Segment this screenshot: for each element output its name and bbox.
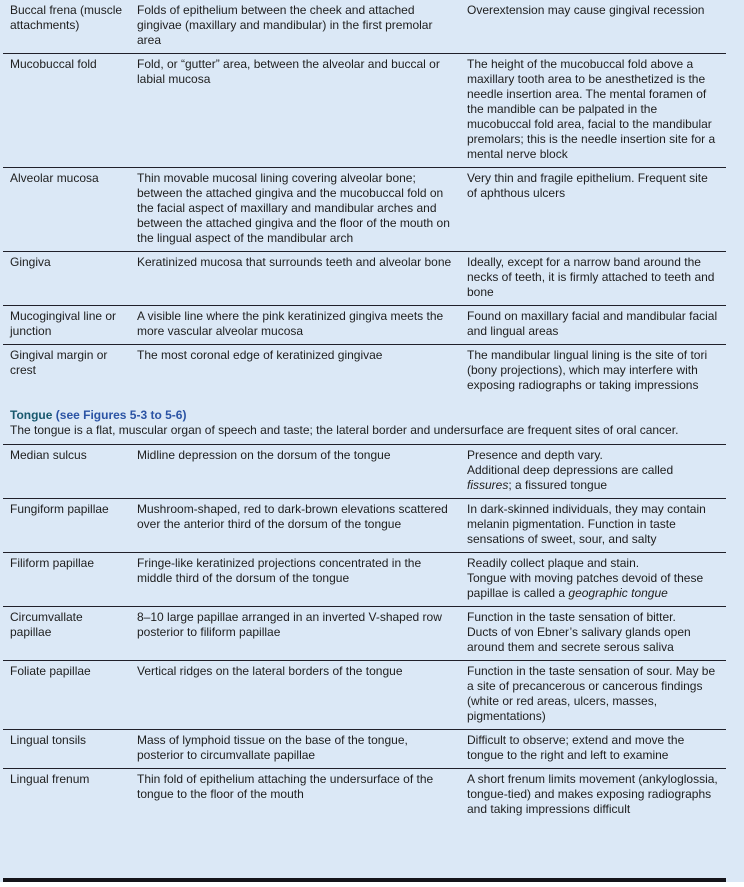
table-row (3, 552, 726, 606)
note-cell (467, 255, 722, 300)
definition-cell: Mass of lymphoid tissue on the base of the tongue, posterior to circumvallate papillae (137, 733, 408, 762)
definition-cell: Thin movable mucosal lining covering alveolar bone; between the attached gingiva and the mucobuccal fold on the facial aspect of maxillary and mandibular arches and between the attached gingiva and the floor of the mouth on the lingual aspect of the mandibular arch (137, 171, 450, 245)
table-row (3, 660, 726, 729)
note-text: Function in the taste sensation of bitter. (467, 610, 676, 624)
note-line (467, 610, 720, 625)
note-line (467, 556, 720, 571)
note-line (467, 664, 720, 724)
note-text: The height of the mucobuccal fold above a maxillary tooth area to be anesthetized is the needle insertion area. The mental foramen of the mandible can be palpated in the mucobuccal fold area, facial to the mandibular premolars; this is the needle insertion site for a mental nerve block (467, 57, 716, 161)
term-cell: Mucobuccal fold (10, 57, 97, 71)
section-title-ref: (see Figures 5-3 to 5-6) (52, 408, 187, 422)
note-line (467, 3, 720, 18)
definition-cell: The most coronal edge of keratinized gingivae (137, 348, 383, 362)
note-line (467, 463, 720, 493)
note-line (467, 348, 720, 393)
note-cell (467, 664, 722, 724)
note-cell (467, 3, 722, 48)
note-line (467, 772, 720, 817)
note-text: Ideally, except for a narrow band around the necks of teeth, it is firmly attached to teeth and bone (467, 255, 715, 299)
term-cell: Foliate papillae (10, 664, 91, 678)
note-line (467, 502, 720, 547)
note-text: Overextension may cause gingival recession (467, 3, 705, 17)
section-title (10, 408, 698, 423)
note-line (467, 733, 720, 763)
note-text: A short frenum limits movement (ankyloglossia, tongue-tied) and makes exposing radiographs and taking impressions difficult (467, 772, 718, 816)
note-text: ; a fissured tongue (508, 478, 608, 492)
term-cell: Fungiform papillae (10, 502, 109, 516)
table-row (3, 444, 726, 498)
note-cell (467, 57, 722, 162)
note-cell (467, 309, 722, 339)
note-line (467, 625, 720, 655)
table-row (3, 167, 726, 251)
definition-cell: Folds of epithelium between the cheek and attached gingivae (maxillary and mandibular) in the first premolar area (137, 3, 433, 47)
section-intro-text: The tongue is a flat, muscular organ of speech and taste; the lateral border and undersurface are frequent sites of oral cancer. (10, 423, 679, 437)
table-bottom-rule (3, 878, 726, 882)
note-text: Very thin and fragile epithelium. Frequent site of aphthous ulcers (467, 171, 708, 200)
note-cell (467, 610, 722, 655)
note-cell (467, 772, 722, 817)
table-row (3, 498, 726, 552)
note-text: Readily collect plaque and stain. (467, 556, 640, 570)
term-cell: Lingual frenum (10, 772, 90, 786)
table-row (3, 53, 726, 167)
definition-cell: Mushroom-shaped, red to dark-brown elevations scattered over the anterior third of the dorsum of the tongue (137, 502, 448, 531)
definition-cell: A visible line where the pink keratinized gingiva meets the more vascular alveolar mucosa (137, 309, 444, 338)
table-section-tongue-rows (3, 444, 726, 822)
note-text: Difficult to observe; extend and move the tongue to the right and left to examine (467, 733, 685, 762)
note-cell (467, 556, 722, 601)
definition-cell: Fold, or “gutter” area, between the alveolar and buccal or labial mucosa (137, 57, 440, 86)
note-text: Tongue with moving patches devoid of these papillae is called a (467, 571, 704, 600)
term-cell: Gingival margin or crest (10, 348, 108, 377)
table-row (3, 251, 726, 305)
note-cell (467, 502, 722, 547)
oral-anatomy-table (3, 0, 726, 822)
definition-cell: Fringe-like keratinized projections concentrated in the middle third of the dorsum of the tongue (137, 556, 422, 585)
table-section-oral-mucosa-rows (3, 0, 726, 398)
note-cell (467, 448, 722, 493)
note-text: Ducts of von Ebner’s salivary glands open around them and secrete serous saliva (467, 625, 691, 654)
table-row (3, 768, 726, 822)
term-cell: Buccal frena (muscle attachments) (10, 3, 123, 32)
note-text: Found on maxillary facial and mandibular facial and lingual areas (467, 309, 718, 338)
italic-text: geographic tongue (568, 586, 668, 600)
table-row (3, 305, 726, 344)
term-cell: Filiform papillae (10, 556, 95, 570)
table-row (3, 344, 726, 398)
section-title-main: Tongue (10, 408, 53, 422)
note-line (467, 171, 720, 201)
note-line (467, 255, 720, 300)
definition-cell: Midline depression on the dorsum of the tongue (137, 448, 391, 462)
term-cell: Circumvallate papillae (10, 610, 83, 639)
note-text: Additional deep depressions are called (467, 463, 674, 477)
definition-cell: Vertical ridges on the lateral borders of the tongue (137, 664, 403, 678)
table-row (3, 0, 726, 53)
term-cell: Mucogingival line or junction (10, 309, 117, 338)
term-cell: Lingual tonsils (10, 733, 87, 747)
table-row (3, 606, 726, 660)
note-line (467, 309, 720, 339)
term-cell: Median sulcus (10, 448, 87, 462)
note-line (467, 57, 720, 162)
definition-cell: 8–10 large papillae arranged in an inverted V-shaped row posterior to filiform papillae (137, 610, 442, 639)
note-cell (467, 171, 722, 246)
note-line (467, 571, 720, 601)
italic-text: fissures (467, 478, 509, 492)
definition-cell: Keratinized mucosa that surrounds teeth and alveolar bone (137, 255, 452, 269)
note-cell (467, 348, 722, 393)
note-text: Presence and depth vary. (467, 448, 603, 462)
note-line (467, 448, 720, 463)
term-cell: Gingiva (10, 255, 51, 269)
note-text: The mandibular lingual lining is the site of tori (bony projections), which may interfere with exposing radiographs or taking impressions (467, 348, 708, 392)
table-row (3, 729, 726, 768)
note-cell (467, 733, 722, 763)
term-cell: Alveolar mucosa (10, 171, 99, 185)
tongue-section-block (3, 398, 726, 444)
note-text: In dark-skinned individuals, they may contain melanin pigmentation. Function in taste sensations of sweet, sour, and salty (467, 502, 706, 546)
definition-cell: Thin fold of epithelium attaching the undersurface of the tongue to the floor of the mouth (137, 772, 434, 801)
note-text: Function in the taste sensation of sour. May be a site of precancerous or cancerous findings (white or red areas, ulcers, masses, pigmentations) (467, 664, 716, 723)
